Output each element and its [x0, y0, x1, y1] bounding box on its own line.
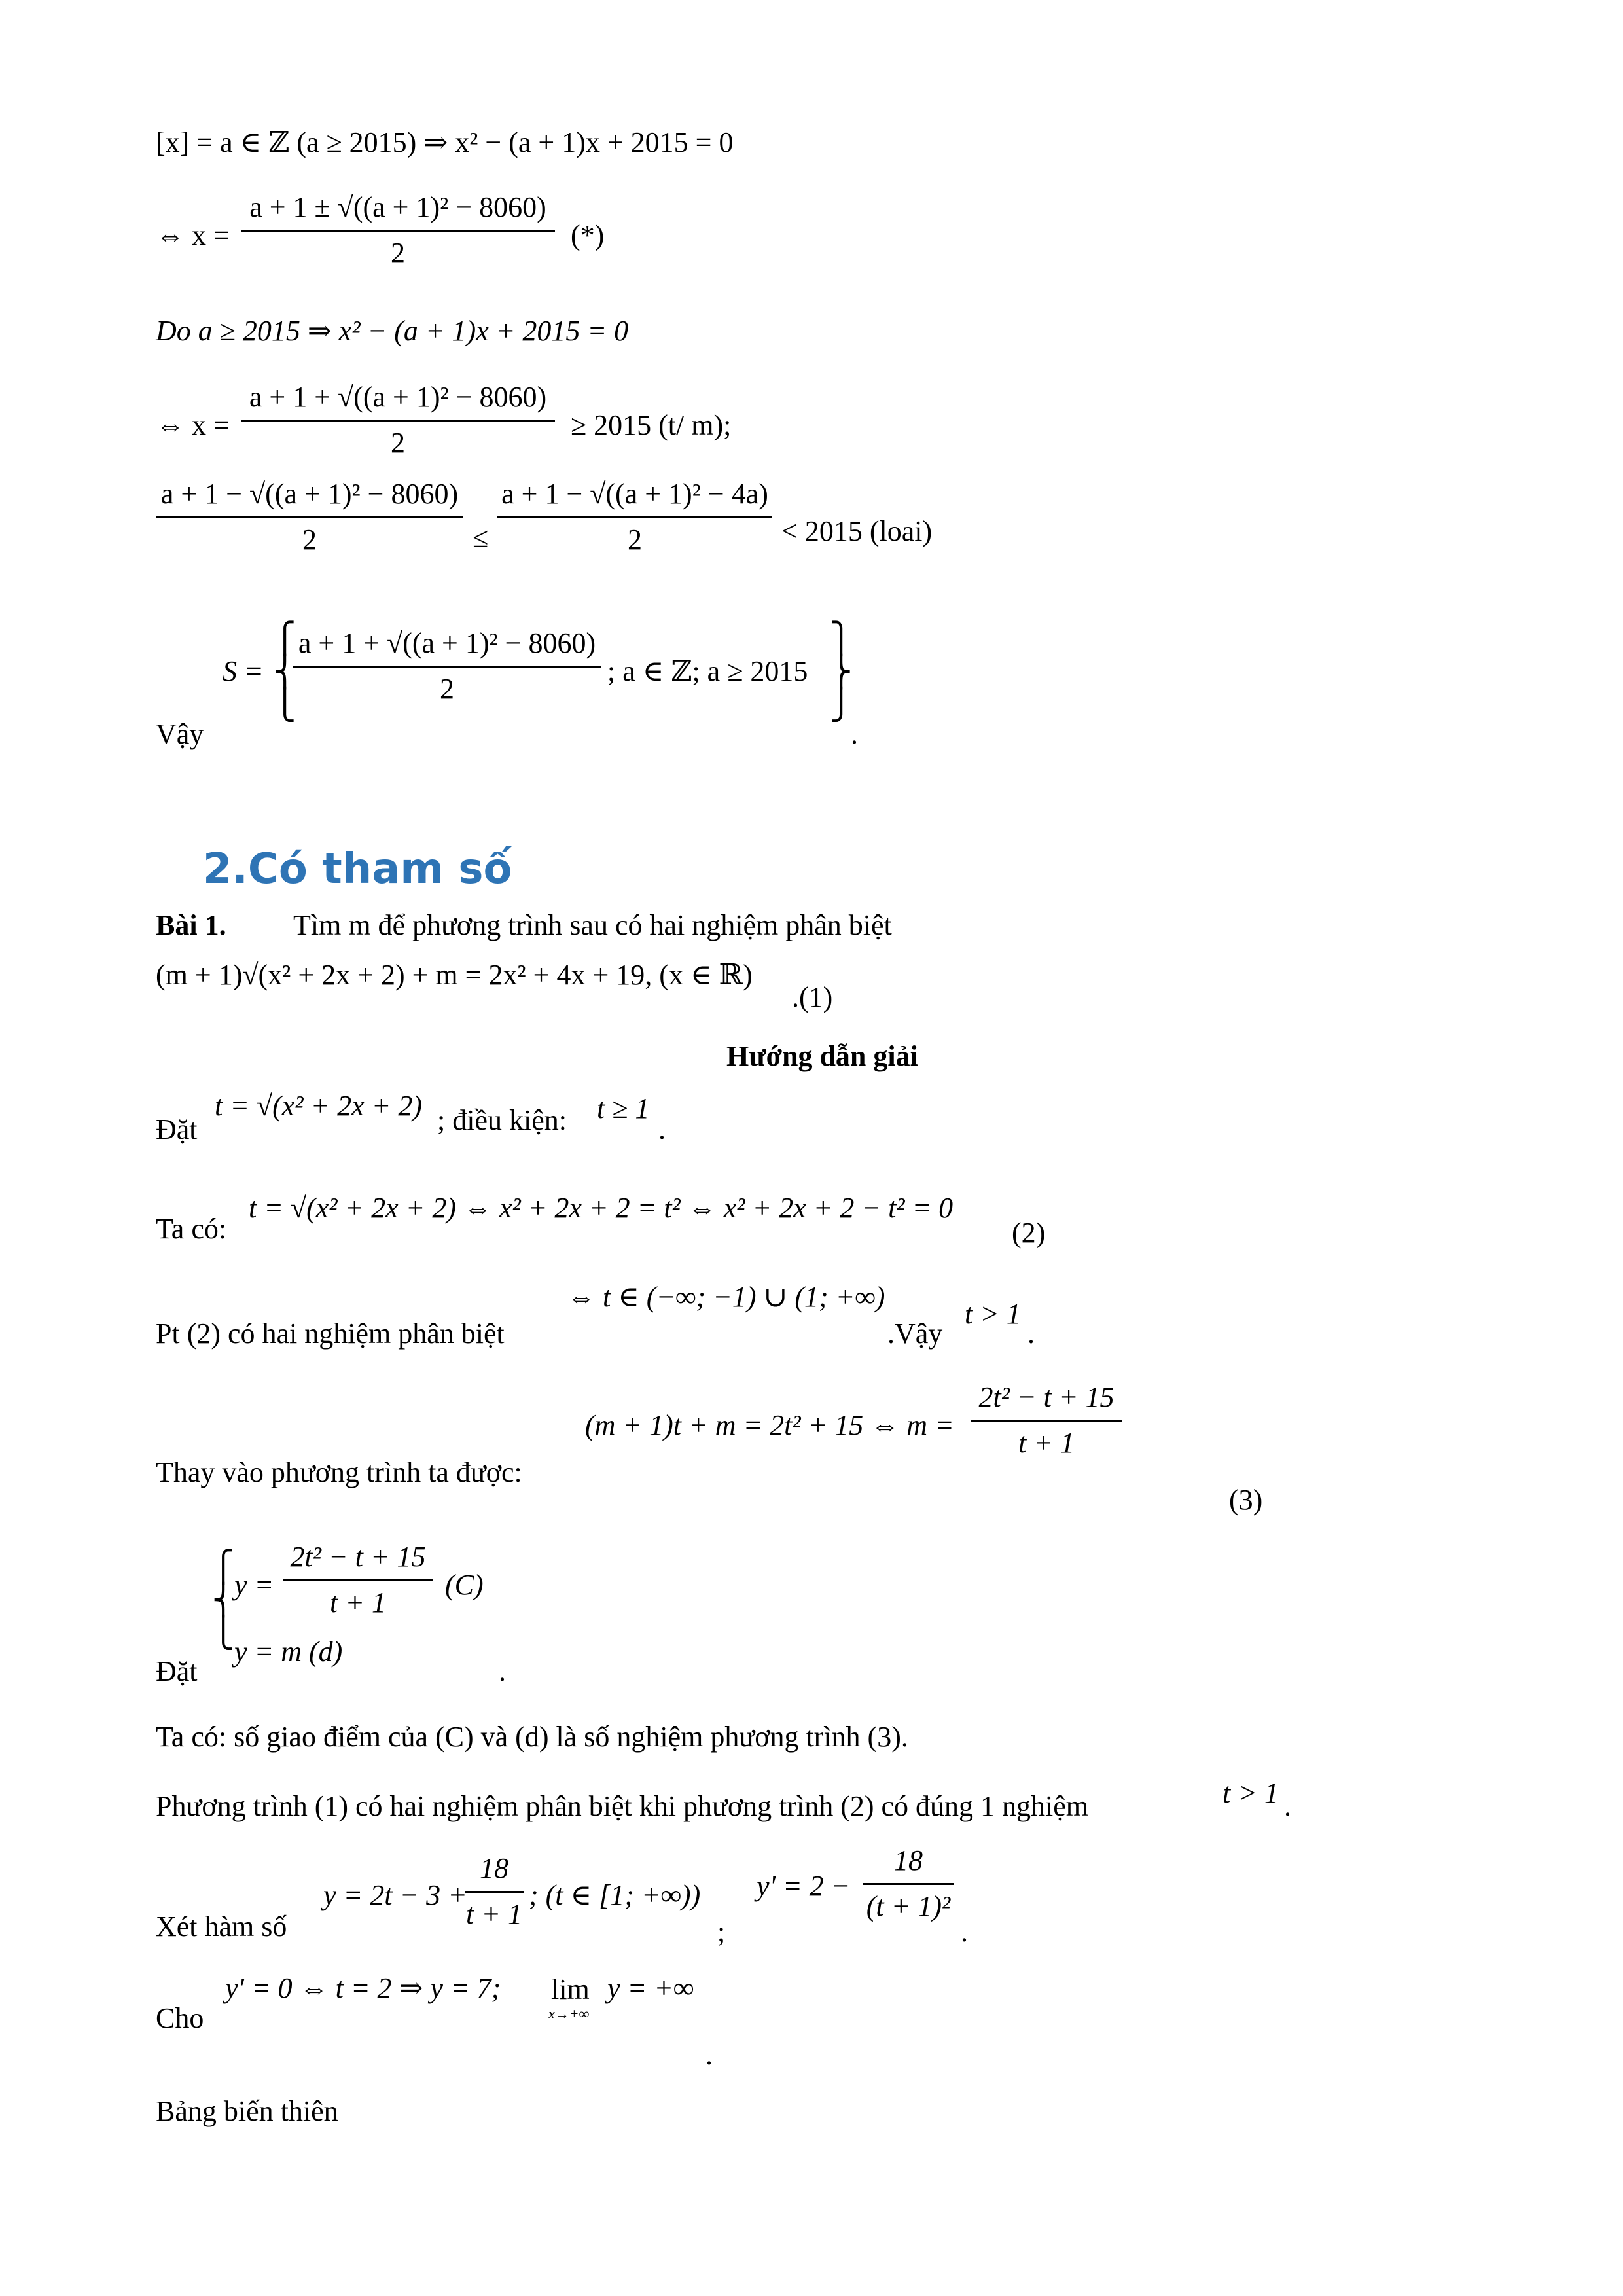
cho-label: Cho: [156, 2002, 204, 2034]
fraction-numerator: a + 1 + √((a + 1)² − 8060): [298, 627, 596, 659]
thay-equation: (m + 1)t + m = 2t² + 15 ⇔ m =: [585, 1409, 954, 1441]
condition-math: t ≥ 1: [597, 1092, 650, 1124]
pt2-condition: t > 1: [965, 1298, 1021, 1330]
fraction-denominator: t + 1: [1018, 1426, 1075, 1459]
fraction-18-over-t: [465, 1852, 524, 1931]
fraction-bar: [497, 516, 772, 518]
fraction-bar: [156, 516, 463, 518]
xet-label: Xét hàm số: [156, 1910, 287, 1943]
variation-table-label: Bảng biến thiên: [156, 2095, 338, 2127]
function-separator: ;: [717, 1916, 726, 1948]
function-prefix: y = 2t − 3 +: [323, 1879, 467, 1911]
pt1-period: .: [1284, 1790, 1291, 1822]
exercise-label: Bài 1.: [156, 909, 226, 941]
eq-x-valid-suffix: ≥ 2015 (t/ m);: [571, 409, 732, 441]
intersection-statement: Ta có: số giao điểm của (C) và (d) là số nghiệm phương trình (3).: [156, 1721, 908, 1753]
thay-label: Thay vào phương trình ta được:: [156, 1456, 522, 1488]
fraction-denominator: 2: [391, 426, 405, 459]
pt2-interval: ⇔ t ∈ (−∞; −1) ∪ (1; +∞): [567, 1281, 885, 1313]
fraction-denominator: 2: [440, 672, 454, 705]
cho-period: .: [705, 2039, 713, 2071]
fraction-denominator: t + 1: [330, 1586, 386, 1619]
system-line-d: y = m (d): [234, 1636, 343, 1668]
fraction-solution-set: [293, 627, 601, 706]
fraction-numerator: a + 1 − √((a + 1)² − 4a): [501, 478, 768, 510]
limit-subscript: x→+∞: [548, 2005, 590, 2022]
fraction-bar: [241, 420, 555, 422]
fraction-x-reject-1: [156, 478, 463, 556]
fraction-numerator: a + 1 + √((a + 1)² − 8060): [249, 381, 547, 413]
right-brace-icon: ⎫ ⎬ ⎭: [830, 620, 853, 723]
pt2-label: Pt (2) có hai nghiệm phân biệt: [156, 1318, 505, 1350]
derivative-prefix: y' = 2 −: [757, 1870, 851, 1902]
section-heading: 2.Có tham số: [203, 845, 512, 893]
fraction-bar: [863, 1883, 954, 1885]
limit-word: lim: [551, 1973, 590, 2005]
pt2-vay: .Vậy: [887, 1318, 943, 1350]
condition-label: ; điều kiện:: [437, 1104, 567, 1136]
equation-tag-1: .(1): [792, 981, 833, 1013]
dat-label: Đặt: [156, 1113, 198, 1145]
fraction-bar: [241, 230, 555, 232]
fraction-m: [971, 1381, 1122, 1460]
eq-floor-definition: [x] = a ∈ ℤ (a ≥ 2015) ⇒ x² − (a + 1)x + 2015 = 0: [156, 126, 734, 158]
fraction-bar: [465, 1891, 524, 1893]
fraction-numerator: 2t² − t + 15: [978, 1381, 1115, 1413]
taco-equation: t = √(x² + 2x + 2) ⇔ x² + 2x + 2 = t² ⇔ x² + 2x + 2 − t² = 0: [249, 1192, 954, 1224]
left-brace-icon: ⎧ ⎨ ⎩: [274, 620, 296, 723]
limit-value: y = +∞: [607, 1972, 694, 2004]
fraction-numerator: 18: [480, 1852, 508, 1884]
system-brace-icon: ⎧ ⎨ ⎩: [212, 1549, 235, 1651]
solution-set-period: .: [851, 718, 858, 750]
fraction-denominator: t + 1: [466, 1897, 522, 1930]
system-period: .: [499, 1655, 506, 1687]
fraction-denominator: 2: [391, 236, 405, 269]
fraction-x-reject-2: [497, 478, 772, 556]
solution-set-condition: ; a ∈ ℤ; a ≥ 2015: [607, 655, 808, 687]
fraction-x-valid: [241, 381, 555, 459]
fraction-bar: [293, 666, 601, 668]
fraction-numerator: 2t² − t + 15: [290, 1541, 426, 1573]
system-y-prefix: y =: [234, 1569, 274, 1601]
eq-reject-suffix: < 2015 (loai): [781, 515, 933, 547]
pt1-condition: t > 1: [1222, 1777, 1279, 1809]
fraction-numerator: 18: [894, 1844, 923, 1876]
curve-C-label: (C): [445, 1569, 484, 1601]
fraction-numerator: a + 1 − √((a + 1)² − 8060): [160, 478, 459, 510]
fraction-denominator: 2: [302, 523, 317, 556]
eq-x-roots-prefix: ⇔ x =: [156, 219, 230, 251]
eq-star-tag: (*): [571, 219, 605, 251]
fraction-derivative: [863, 1844, 954, 1923]
solution-set-prefix: S =: [223, 655, 264, 687]
eq-do-condition: Do a ≥ 2015 ⇒ x² − (a + 1)x + 2015 = 0: [156, 315, 629, 347]
fraction-numerator: a + 1 ± √((a + 1)² − 8060): [249, 191, 546, 223]
condition-period: .: [658, 1113, 666, 1145]
eq-x-valid-prefix: ⇔ x =: [156, 409, 230, 441]
solution-title: Hướng dẫn giải: [726, 1040, 918, 1072]
substitution-t: t = √(x² + 2x + 2): [215, 1090, 423, 1122]
pt2-period: .: [1027, 1318, 1035, 1350]
fraction-bar: [971, 1420, 1122, 1422]
pt1-statement: Phương trình (1) có hai nghiệm phân biệt khi phương trình (2) có đúng 1 nghiệm: [156, 1790, 1089, 1822]
fraction-x-roots: [241, 191, 555, 270]
derivative-period: .: [961, 1916, 968, 1948]
fraction-y-C: [283, 1541, 433, 1619]
equation-tag-3: (3): [1229, 1484, 1263, 1516]
function-domain: ; (t ∈ [1; +∞)): [529, 1879, 701, 1911]
taco-label: Ta có:: [156, 1213, 227, 1245]
fraction-denominator: 2: [628, 523, 642, 556]
vay-label: Vậy: [156, 718, 204, 750]
exercise-equation: (m + 1)√(x² + 2x + 2) + m = 2x² + 4x + 19, (x ∈ ℝ): [156, 959, 753, 991]
eq-less-equal: ≤: [473, 522, 489, 554]
fraction-bar: [283, 1579, 433, 1581]
exercise-statement: Tìm m để phương trình sau có hai nghiệm phân biệt: [293, 909, 892, 941]
dat2-label: Đặt: [156, 1655, 198, 1687]
critical-point: y' = 0 ⇔ t = 2 ⇒ y = 7;: [225, 1972, 501, 2004]
equation-tag-2: (2): [1012, 1217, 1046, 1249]
fraction-denominator: (t + 1)²: [866, 1890, 951, 1922]
